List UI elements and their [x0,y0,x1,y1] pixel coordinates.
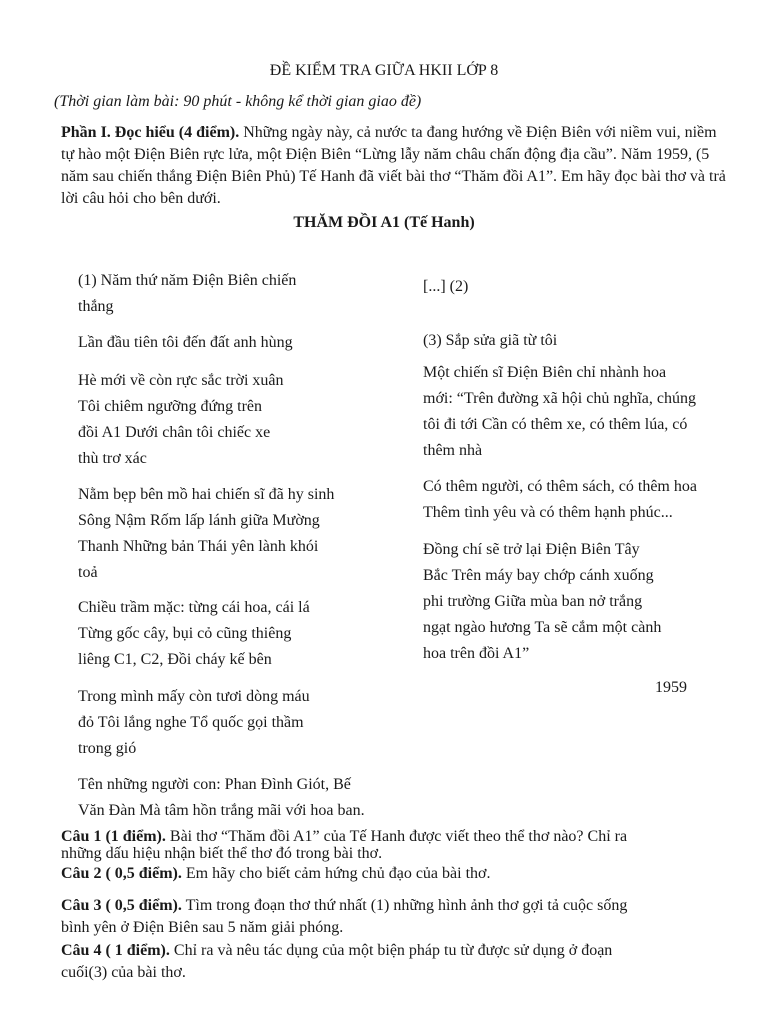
poem-line: Thanh Những bản Thái yên lành khói [78,538,319,555]
poem-title: THĂM ĐỒI A1 (Tế Hanh) [293,214,475,231]
poem-stanza-right [423,474,697,526]
poem-stanza-left [78,772,365,824]
question-4 [61,943,612,959]
poem-stanza-right [423,360,696,464]
poem-stanza-left [78,595,310,673]
question-2 [61,866,490,882]
poem-line: Tên những người con: Phan Đình Giót, Bế [78,776,351,793]
poem-line: Lần đầu tiên tôi đến đất anh hùng [78,334,293,351]
poem-line: trong gió [78,740,137,757]
poem-stanza-left [78,368,284,472]
poem-line: Một chiến sĩ Điện Biên chỉ nhành hoa [423,364,667,381]
poem-stanza-left [78,482,334,586]
poem-line: đỏ Tôi lắng nghe Tổ quốc gọi thầm [78,714,304,731]
intro-label: Phần I. Đọc hiểu (4 điểm). [61,124,240,141]
poem-line: Tôi chiêm ngưỡng đứng trên [78,398,262,415]
question-text: Tìm trong đoạn thơ thứ nhất (1) những hình ảnh thơ gợi tả cuộc sống [181,897,628,914]
poem-stanza-right [423,328,557,354]
question-1 [61,829,627,845]
poem-stanza-left [78,268,296,320]
exam-subtitle: (Thời gian làm bài: 90 phút - không kể thời gian giao đề) [54,93,422,110]
poem-line: Sông Nậm Rốm lấp lánh giữa Mường [78,512,320,529]
question-text: Em hãy cho biết cảm hứng chủ đạo của bài thơ. [181,865,491,882]
poem-line: toả [78,564,98,581]
intro-text: Những ngày này, cả nước ta đang hướng về Điện Biên với niềm vui, niềm tự hào một Điện Biên rực lửa, một Điện Biên “Lừng lẫy năm châu chấn động địa cầu”. Năm 1959, (5 năm sau chiến thắng Điện Biên Phủ) Tế Hanh đã viết bài thơ “Thăm đồi A1”. Em hãy đọc bài thơ và trả lời câu hỏi cho bên dưới. [61,124,726,207]
poem-line: thù trơ xác [78,450,147,467]
poem-line: thêm nhà [423,442,483,459]
question-text: Chỉ ra và nêu tác dụng của một biện pháp tu từ được sử dụng ở đoạn [169,942,613,959]
poem-line: Trong mình mấy còn tươi dòng máu [78,688,310,705]
poem-stanza-left [78,684,310,762]
poem-line: Thêm tình yêu và có thêm hạnh phúc... [423,504,673,521]
question-4-cont: cuối(3) của bài thơ. [61,964,186,981]
poem-stanza-right [423,274,468,300]
poem-line: Đồng chí sẽ trở lại Điện Biên Tây [423,541,640,558]
question-text: Bài thơ “Thăm đồi A1” của Tế Hanh được viết theo thể thơ nào? Chỉ ra [165,828,628,845]
poem-line: liêng C1, C2, Đồi cháy kế bên [78,651,272,668]
poem-line: Nằm bẹp bên mồ hai chiến sĩ đã hy sinh [78,486,335,503]
question-label: Câu 3 ( 0,5 điểm). [61,897,182,914]
poem-line: đồi A1 Dưới chân tôi chiếc xe [78,424,271,441]
poem-line: (3) Sắp sửa giã từ tôi [423,332,558,349]
question-label: Câu 4 ( 1 điểm). [61,942,170,959]
poem-line: [...] (2) [423,278,469,295]
question-label: Câu 2 ( 0,5 điểm). [61,865,182,882]
page-title: ĐỀ KIỂM TRA GIỮA HKII LỚP 8 [269,62,499,79]
poem-line: Từng gốc cây, bụi cỏ cũng thiêng [78,625,292,642]
poem-stanza-right [423,537,661,667]
poem-line: Có thêm người, có thêm sách, có thêm hoa [423,478,697,495]
poem-line: Chiều trầm mặc: từng cái hoa, cái lá [78,599,310,616]
poem-line: thắng [78,298,114,315]
poem-line: mới: “Trên đường xã hội chủ nghĩa, chúng [423,390,696,407]
poem-line: Hè mới về còn rực sắc trời xuân [78,372,284,389]
question-3 [61,898,627,914]
poem-line: Bắc Trên máy bay chớp cánh xuống [423,567,654,584]
poem-year: 1959 [655,679,687,696]
question-1-cont: những dấu hiệu nhận biết thể thơ đó trong bài thơ. [61,845,383,862]
question-3-cont: bình yên ở Điện Biên sau 5 năm giải phóng. [61,919,344,936]
intro-paragraph [61,122,731,210]
poem-stanza-left [78,330,293,356]
poem-line: tôi đi tới Cần có thêm xe, có thêm lúa, có [423,416,688,433]
poem-line: hoa trên đồi A1” [423,645,530,662]
poem-line: ngạt ngào hương Ta sẽ cắm một cành [423,619,662,636]
poem-line: phi trường Giữa mùa ban nở trắng [423,593,643,610]
question-label: Câu 1 (1 điểm). [61,828,166,845]
poem-line: Văn Đàn Mà tâm hồn trắng mãi với hoa ban. [78,802,365,819]
poem-line: (1) Năm thứ năm Điện Biên chiến [78,272,297,289]
